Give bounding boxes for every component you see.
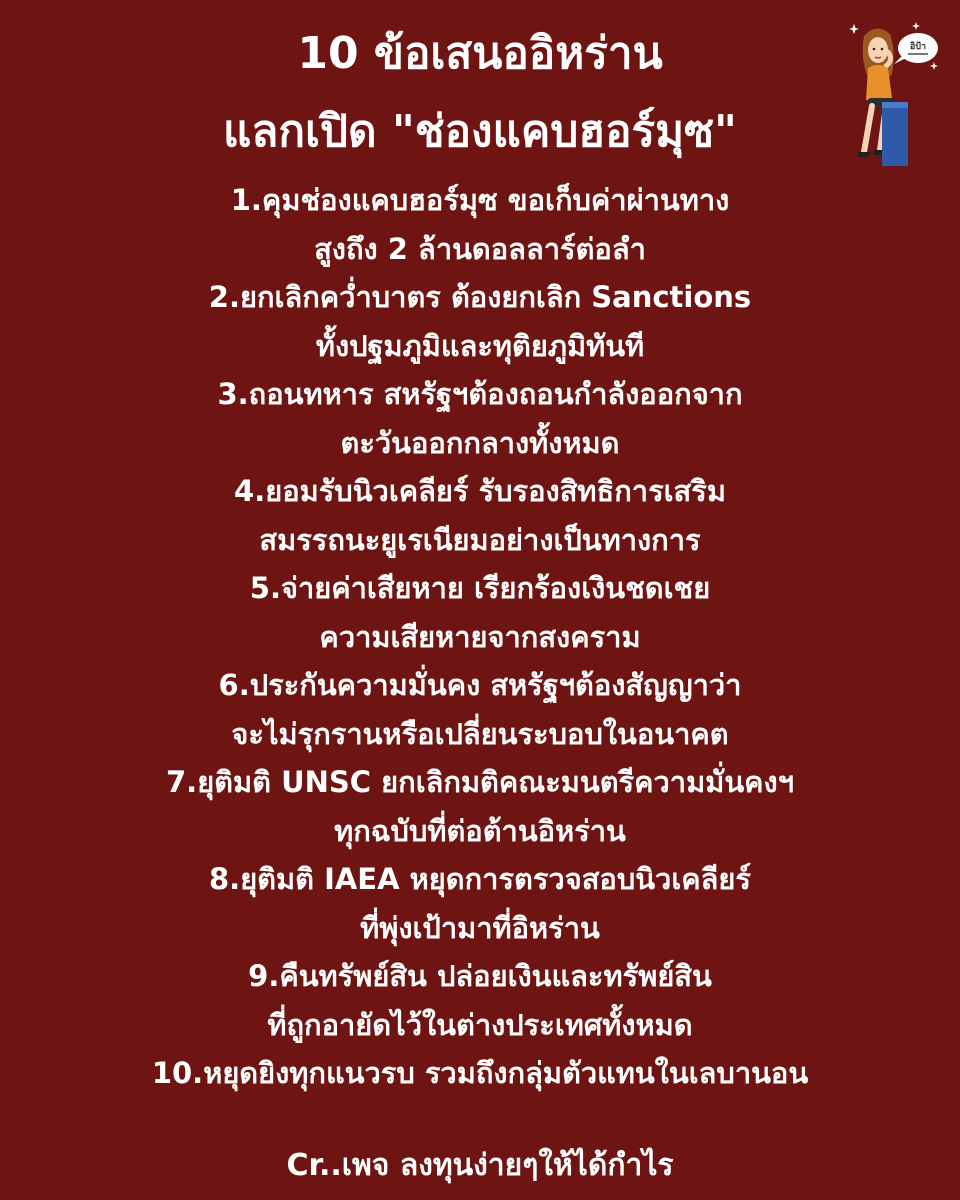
list-line: จะไม่รุกรานหรือเปลี่ยนระบอบในอนาคต: [231, 716, 729, 751]
list-line: ทุกฉบับที่ต่อต้านอิหร่าน: [334, 813, 626, 848]
list-line: ความเสียหายจากสงคราม: [319, 619, 641, 654]
list-line: 10.หยุดยิงทุกแนวรบ รวมถึงกลุ่มตัวแทนในเลบานอน: [151, 1056, 809, 1090]
list-line: ที่ถูกอายัดไว้ในต่างประเทศทั้งหมด: [267, 1007, 693, 1042]
list-line: สมรรถนะยูเรเนียมอย่างเป็นทางการ: [259, 522, 701, 557]
title-line-1: 10 ข้อเสนออิหร่าน: [297, 28, 663, 79]
list-line: สูงถึง 2 ล้านดอลลาร์ต่อลำ: [314, 231, 646, 266]
list-line: 5.จ่ายค่าเสียหาย เรียกร้องเงินชดเชย: [249, 571, 711, 605]
list-line: 9.คืนทรัพย์สิน ปล่อยเงินและทรัพย์สิน: [248, 959, 712, 993]
title-line-2: แลกเปิด "ช่องแคบฮอร์มุซ": [223, 106, 737, 157]
list-line: 4.ยอมรับนิวเคลียร์ รับรองสิทธิการเสริม: [234, 474, 726, 508]
mascot-logo: [846, 18, 942, 170]
list-line: 3.ถอนทหาร สหรัฐฯต้องถอนกำลังออกจาก: [217, 377, 743, 411]
list-line: 8.ยุติมติ IAEA หยุดการตรวจสอบนิวเคลียร์: [209, 862, 751, 896]
proposal-list: [0, 176, 960, 1098]
list-line: ทั้งปฐมภูมิและทุติยภูมิทันที: [315, 328, 645, 363]
svg-text:อิป้า: อิป้า: [909, 42, 927, 52]
list-line: 1.คุมช่องแคบฮอร์มุซ ขอเก็บค่าผ่านทาง: [230, 183, 730, 217]
list-line: ตะวันออกกลางทั้งหมด: [340, 425, 620, 460]
list-line: 6.ประกันความมั่นคง สหรัฐฯต้องสัญญาว่า: [218, 668, 742, 702]
speech-bubble: [894, 33, 938, 64]
list-line: ที่พุ่งเป้ามาที่อิหร่าน: [360, 910, 600, 945]
list-line: 2.ยกเลิกคว่ำบาตร ต้องยกเลิก Sanctions: [208, 280, 752, 314]
credit-line: Cr..เพจ ลงทุนง่ายๆให้ได้กำไร: [286, 1148, 674, 1183]
list-line: 7.ยุติมติ UNSC ยกเลิกมติคณะมนตรีความมั่นคงฯ: [166, 765, 794, 799]
